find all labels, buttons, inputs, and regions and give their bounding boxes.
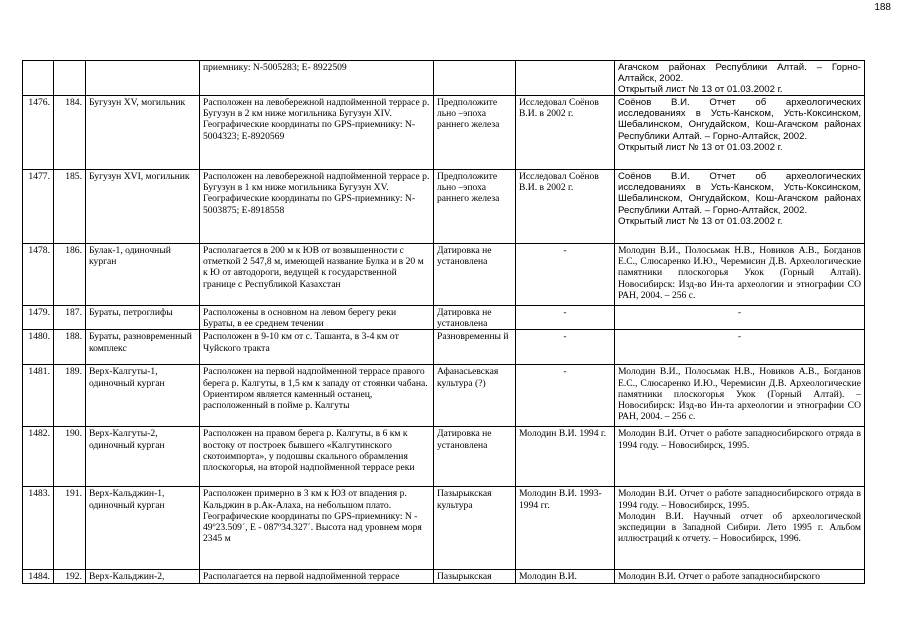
table-body	[23, 61, 865, 584]
cell-number	[23, 61, 54, 96]
literature-entry: Открытый лист № 13 от 01.03.2002 г.	[618, 215, 783, 227]
cell-literature	[615, 96, 865, 170]
literature-entry: Молодин В.И. Научный отчет об археологической экспедиции в Западной Сибири. Лето 1995 г. Альбом иллюстраций к отчету. – Новосибирск, 1996.	[618, 510, 861, 544]
page-number: 188	[874, 2, 891, 13]
literature-entry: Агачском районах Республики Алтай. – Горно-Алтайск, 2002.	[618, 62, 861, 85]
table-row	[23, 487, 865, 570]
cell-subnumber: 187.	[54, 306, 86, 330]
cell-number: 1481.	[23, 365, 54, 427]
cell-monument-name: Булак-1, одиночный курган	[86, 244, 200, 306]
table-row	[23, 306, 865, 330]
cell-researcher: Молодин В.И. 1993-1994 гг.	[516, 487, 615, 570]
cell-location-description: Располагается в 200 м к ЮВ от возвышенности с отметкой 2 547,8 м, имеющей название Булка и в 20 м к Ю от автодороги, ведущей к государственной границе с Республикой Казахстан	[200, 244, 434, 306]
cell-number: 1484.	[23, 570, 54, 583]
literature-entry: -	[737, 307, 742, 319]
cell-researcher: Исследовал Соёнов В.И. в 2002 г.	[516, 170, 615, 244]
cell-dating: Предположите льно –эпоха раннего железа	[434, 96, 516, 170]
cell-monument-name: Верх-Кальджин-1, одиночный курган	[86, 487, 200, 570]
literature-entry: Молодин В.И. Отчет о работе западносибирского	[618, 571, 821, 583]
cell-location-description: приемнику: N-5005283; E- 8922509	[200, 61, 434, 96]
cell-literature	[615, 487, 865, 570]
cell-researcher: -	[516, 244, 615, 306]
table-row	[23, 330, 865, 365]
cell-monument-name	[86, 61, 200, 96]
table-row	[23, 244, 865, 306]
literature-entry: Молодин В.И. Отчет о работе западносибирского отряда в 1994 году. – Новосибирск, 1995.	[618, 428, 861, 451]
cell-subnumber	[54, 61, 86, 96]
cell-literature	[615, 570, 865, 583]
table-row	[23, 61, 865, 96]
cell-dating: Датировка не установлена	[434, 244, 516, 306]
cell-literature	[615, 170, 865, 244]
monuments-table	[22, 60, 865, 584]
literature-entry: Молодин В.И., Полосьмак Н.В., Новиков А.В., Богданов Е.С., Слюсаренко И.Ю., Черемисин Д.В. Археологические памятники плоскогорья Укок (Горный Алтай). Новосибирск: Изд-во Ин-та археологии и этнографии СО РАН, 2004. – 256 с.	[618, 245, 861, 301]
cell-researcher: Молодин В.И. 1994 г.	[516, 427, 615, 487]
cell-researcher: -	[516, 365, 615, 427]
cell-number: 1476.	[23, 96, 54, 170]
literature-entry: -	[737, 331, 742, 343]
cell-monument-name: Бураты, петроглифы	[86, 306, 200, 330]
cell-number: 1482.	[23, 427, 54, 487]
cell-researcher: -	[516, 306, 615, 330]
cell-dating: Датировка не установлена	[434, 306, 516, 330]
cell-location-description: Расположен на правом берега р. Калгуты, в 6 км к востоку от построек бывшего «Калгутинского скотоимпорта», у подошвы скального обрамления плоскогорья, на второй надпойменной террасе реки	[200, 427, 434, 487]
cell-subnumber: 185.	[54, 170, 86, 244]
literature-entry: Соёнов В.И. Отчет об археологических исследованиях в Усть-Канском, Усть-Коксинском, Шебалинском, Онгудайском, Кош-Агачском районах Республики Алтай. – Горно-Алтайск, 2002.	[618, 171, 861, 216]
cell-location-description: Расположен примерно в 3 км к ЮЗ от впадения р. Кальджин в р.Ак-Алаха, на небольшом плато. Географические координаты по GPS-приемнику: N - 49º23.509´, E - 087º34.327´. Высота над уровнем моря 2345 м	[200, 487, 434, 570]
cell-dating: Пазырыкская	[434, 570, 516, 583]
cell-number: 1477.	[23, 170, 54, 244]
cell-literature	[615, 427, 865, 487]
cell-subnumber: 191.	[54, 487, 86, 570]
cell-researcher: Исследовал Сoёнов В.И. в 2002 г.	[516, 96, 615, 170]
cell-subnumber: 189.	[54, 365, 86, 427]
cell-monument-name: Бугузун XVI, могильник	[86, 170, 200, 244]
cell-monument-name: Бугузун XV, могильник	[86, 96, 200, 170]
cell-number: 1483.	[23, 487, 54, 570]
cell-literature	[615, 365, 865, 427]
cell-dating: Афанасьевская культура (?)	[434, 365, 516, 427]
literature-entry: Молодин В.И., Полосьмак Н.В., Новиков А.В., Богданов Е.С., Слюсаренко И.Ю., Черемисин Д.В. Археологические памятники плоскогорья Укок (Горный Алтай). – Новосибирск: Изд-во Ин-та археологии и этнографии СО РАН, 2004. – 256 с.	[618, 366, 861, 422]
cell-location-description: Расположен в 9-10 км от с. Ташанта, в 3-4 км от Чуйского тракта	[200, 330, 434, 365]
table-row	[23, 427, 865, 487]
cell-subnumber: 190.	[54, 427, 86, 487]
cell-dating: Пазырыкская культура	[434, 487, 516, 570]
literature-entry: Открытый лист № 13 от 01.03.2002 г.	[618, 84, 783, 96]
cell-researcher	[516, 61, 615, 96]
cell-monument-name: Верх-Калгуты-2, одиночный курган	[86, 427, 200, 487]
cell-subnumber: 192.	[54, 570, 86, 583]
cell-subnumber: 186.	[54, 244, 86, 306]
literature-entry: Молодин В.И. Отчет о работе западносибирского отряда в 1994 году. – Новосибирск, 1995.	[618, 488, 861, 511]
cell-number: 1478.	[23, 244, 54, 306]
cell-number: 1479.	[23, 306, 54, 330]
cell-researcher: Молодин В.И.	[516, 570, 615, 583]
cell-literature	[615, 244, 865, 306]
cell-literature	[615, 61, 865, 96]
cell-monument-name: Верх-Кальджин-2,	[86, 570, 200, 583]
literature-entry: Открытый лист № 13 от 01.03.2002 г.	[618, 141, 783, 153]
cell-location-description: Расположен на левобережной надпойменной террасе р. Бугузун в 2 км ниже могильника Бугузун XIV. Географические координаты по GPS-приемнику: N-5004323; E-8920569	[200, 96, 434, 170]
cell-subnumber: 184.	[54, 96, 86, 170]
cell-location-description: Расположены в основном на левом берегу реки Бураты, в ее среднем течении	[200, 306, 434, 330]
cell-literature	[615, 330, 865, 365]
table-row	[23, 365, 865, 427]
cell-monument-name: Бураты, разновременный комплекс	[86, 330, 200, 365]
table-row	[23, 96, 865, 170]
cell-monument-name: Верх-Калгуты-1, одиночный курган	[86, 365, 200, 427]
cell-location-description: Расположен на левобережной надпойменной террасе р. Бугузун в 1 км ниже могильника Бугузун XV. Географические координаты по GPS-приемнику: N-5003875; E-8918558	[200, 170, 434, 244]
cell-dating: Датировка не установлена	[434, 427, 516, 487]
table-row	[23, 170, 865, 244]
cell-dating: Предположите льно –эпоха раннего железа	[434, 170, 516, 244]
literature-entry: Соёнов В.И. Отчет об археологических исследованиях в Усть-Канском, Усть-Коксинском, Шебалинском, Онгудайском, Кош-Агачском районах Республики Алтай. – Горно-Алтайск, 2002.	[618, 97, 861, 142]
cell-location-description: Расположен на первой надпойменной террасе правого берега р. Калгуты, в 1,5 км к западу от стоянки чабана. Ориентиром является каменный останец, расположенный в пойме р. Калгуты	[200, 365, 434, 427]
cell-dating: Разновременны й	[434, 330, 516, 365]
cell-literature	[615, 306, 865, 330]
cell-number: 1480.	[23, 330, 54, 365]
cell-location-description: Располагается на первой надпойменной террасе	[200, 570, 434, 583]
cell-dating	[434, 61, 516, 96]
table-row	[23, 570, 865, 583]
cell-subnumber: 188.	[54, 330, 86, 365]
cell-researcher: -	[516, 330, 615, 365]
